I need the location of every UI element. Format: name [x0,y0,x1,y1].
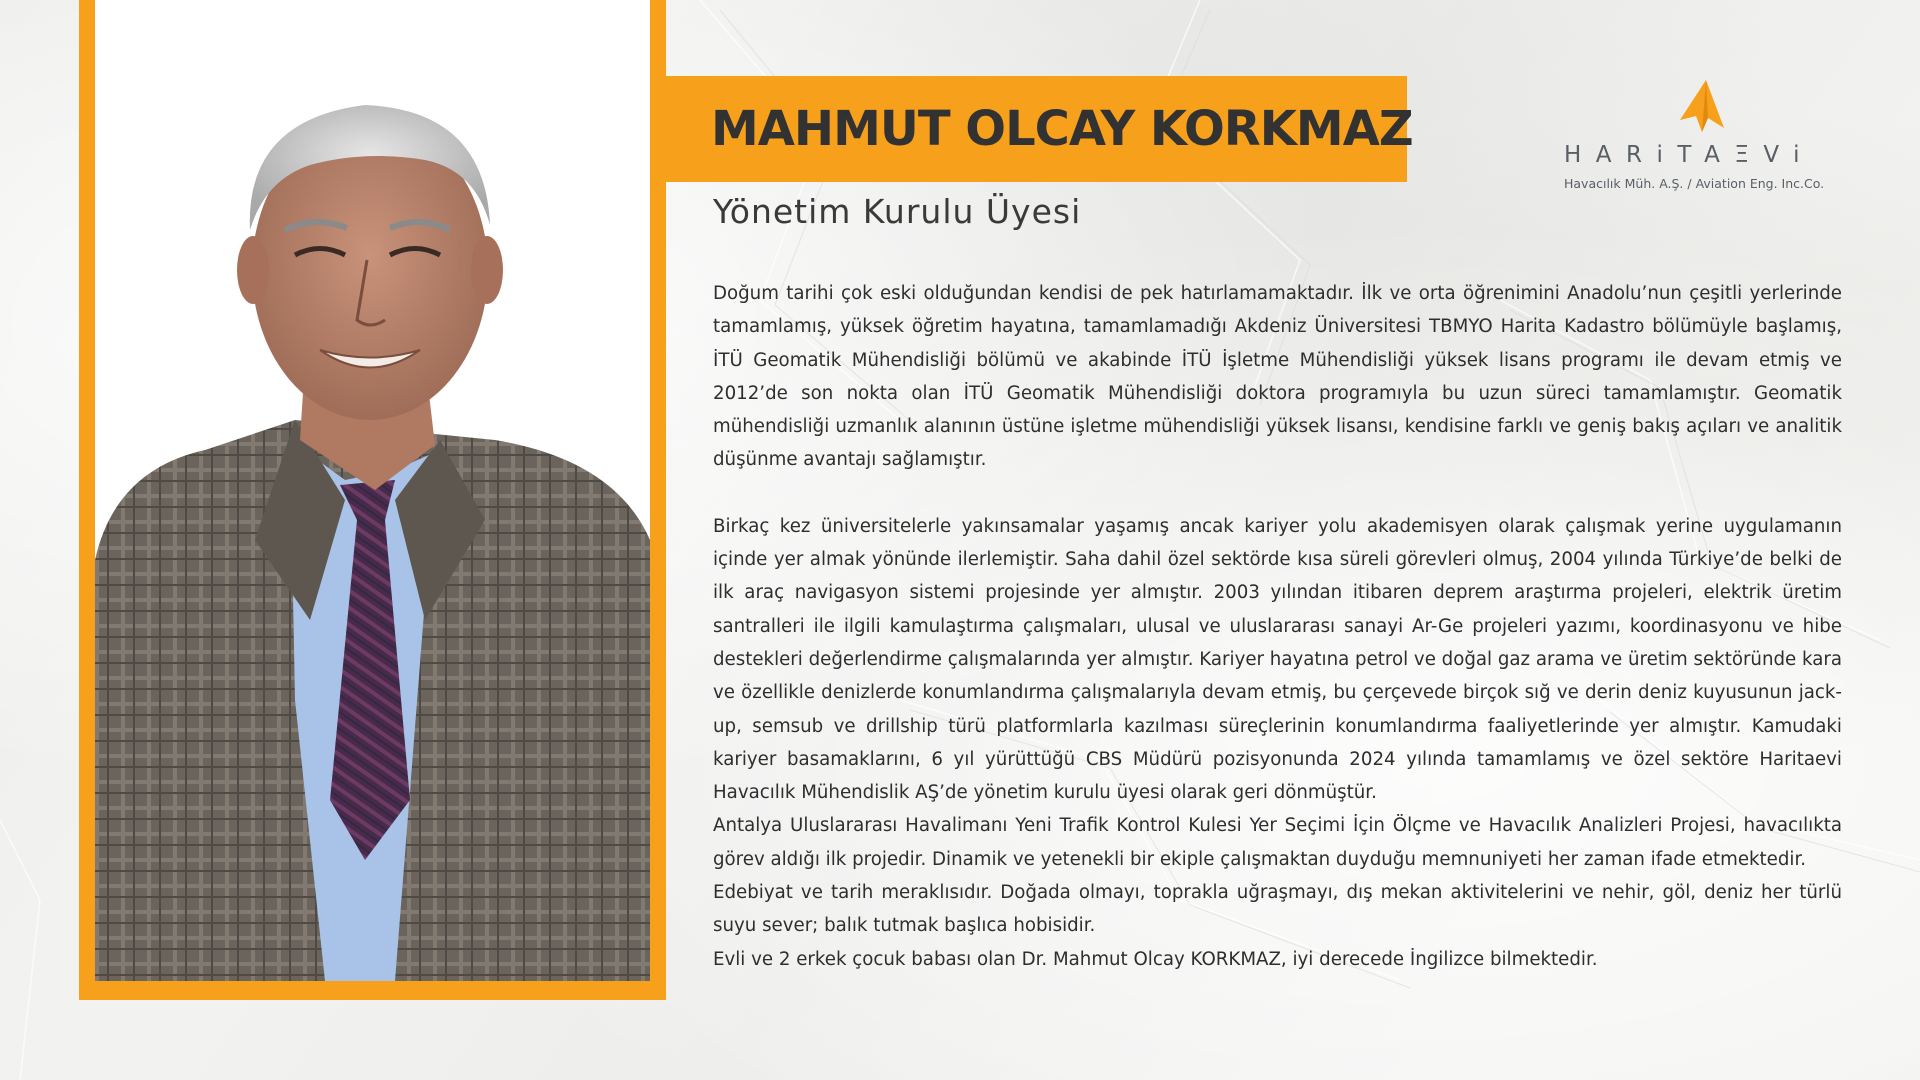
bio-paragraph-family: Evli ve 2 erkek çocuk babası olan Dr. Mahmut Olcay KORKMAZ, iyi derecede İngilizce bilmektedir. [713,948,1598,970]
company-logo [1560,80,1850,200]
bio-paragraph-hobbies: Edebiyat ve tarih meraklısıdır. Doğada olmayı, toprakla uğraşmayı, dış mekan aktivitelerini ve nehir, göl, deniz her türlü suyu sever; balık tutmak başlıca hobisidir. [713,882,1842,937]
person-name: MAHMUT OLCAY KORKMAZ [711,101,1413,157]
photo-frame [79,0,666,1000]
biography [713,277,1842,976]
bio-paragraph-career: Birkaç kez üniversitelerle yakınsamalar yaşamış ancak kariyer yolu akademisyen olarak çalışmak yerine uygulamanın içinde yer almak yönünde ilerlemiştir. Saha dahil özel sektörde kısa süreli görevleri olmuş, 2004 yılında Türkiye’de belki de ilk araç navigasyon sistemi projesinde yer almıştır. 2003 yılından itibaren deprem araştırma projeleri, elektrik üretim santralleri ile ilgili kamulaştırma çalışmaları, ulusal ve uluslararası sanayi Ar-Ge projeleri yazımı, koordinasyonu ve hibe destekleri değerlendirme çalışmalarında yer almıştır. Kariyer hayatına petrol ve doğal gaz arama ve üretim sektöründe kara ve özellikle denizlerde konumlandırma çalışmalarıyla devam etmiş, bu çerçevede birçok sığ ve derin deniz kuyusunun jack-up, semsub ve drillship türü platformlarla kazılması süreçlerinin konumlandırma faaliyetlerinde yer almıştır. Kamudaki kariyer basamaklarını, 6 yıl yürüttüğü CBS Müdürü pozisyonunda 2024 yılında tamamlamış ve özel sektöre Haritaevi Havacılık Mühendislik AŞ’de yönetim kurulu üyesi olarak geri dönmüştür. [713,515,1842,804]
logo-wordmark: HARiTAΞVi [1564,142,1815,168]
bio-paragraph-education: Doğum tarihi çok eski olduğundan kendisi de pek hatırlamamaktadır. İlk ve orta öğrenimini Anadolu’nun çeşitli yerlerinde tamamlamış, yüksek öğretim hayatına, tamamlamadığı Akdeniz Üniversitesi TBMYO Harita Kadastro bölümüyle başlamış, İTÜ Geomatik Mühendisliği bölümü ve akabinde İTÜ İşletme Mühendisliği yüksek lisans programı ile devam etmiş ve 2012’de son nokta olan İTÜ Geomatik Mühendisliği doktora programıyla bu uzun süreci tamamlamıştır. Geomatik mühendisliği uzmanlık alanının üstüne işletme mühendisliği yüksek lisansı, kendisine farklı ve geniş bakış açıları ve analitik düşünme avantajı sağlamıştır. [713,283,1842,471]
paper-plane-icon [1678,80,1726,132]
person-title: Yönetim Kurulu Üyesi [713,192,1082,231]
logo-subtitle: Havacılık Müh. A.Ş. / Aviation Eng. Inc.Co. [1564,176,1825,191]
portrait-photo [95,0,650,981]
bio-paragraph-aviation: Antalya Uluslararası Havalimanı Yeni Trafik Kontrol Kulesi Yer Seçimi İçin Ölçme ve Havacılık Analizleri Projesi, havacılıkta görev aldığı ilk projedir. Dinamik ve yetenekli bir ekiple çalışmaktan duyduğu memnuniyeti her zaman ifade etmektedir. [713,815,1842,870]
name-banner [666,76,1413,182]
portrait-illustration [95,0,650,981]
